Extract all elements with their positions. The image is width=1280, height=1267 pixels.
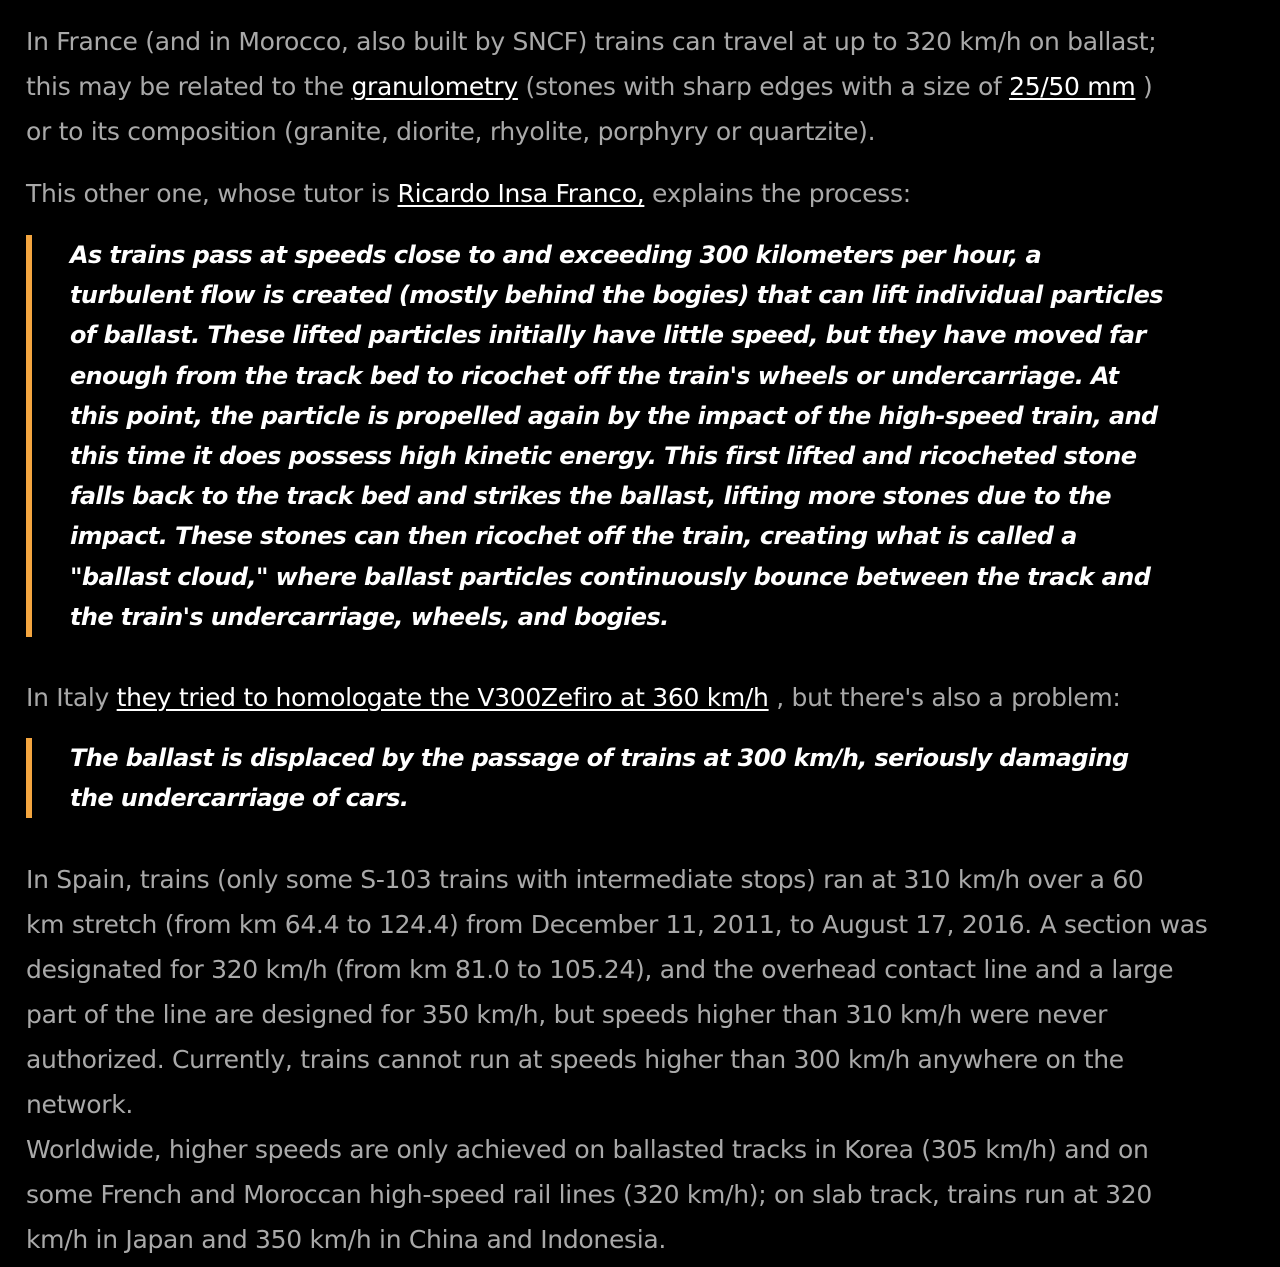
paragraph-line: [26, 675, 1121, 720]
paragraph-spain-worldwide: [26, 857, 1208, 1262]
paragraph-italy: [26, 675, 1121, 720]
quote-line: this time it does possess high kinetic energy. This first lifted and ricocheted stone: [70, 442, 1137, 471]
v300zefiro-link[interactable]: they tried to homologate the V300Zefiro at 360 km/h: [116, 683, 769, 712]
text-fragment: This other one, whose tutor is: [26, 179, 398, 208]
granulometry-link[interactable]: granulometry: [351, 72, 518, 101]
paragraph-line: authorized. Currently, trains cannot run at speeds higher than 300 km/h anywhere on the: [26, 1045, 1124, 1074]
paragraph-line: In France (and in Morocco, also built by SNCF) trains can travel at up to 320 km/h on ballast;: [26, 27, 1157, 56]
ricardo-insa-franco-link[interactable]: Ricardo Insa Franco,: [397, 179, 645, 208]
blockquote-ballast-cloud: [26, 235, 1163, 637]
paragraph-line: some French and Moroccan high-speed rail lines (320 km/h); on slab track, trains run at 320: [26, 1180, 1152, 1209]
quote-line: turbulent flow is created (mostly behind the bogies) that can lift individual particles: [70, 281, 1163, 310]
paragraph-line: Worldwide, higher speeds are only achieved on ballasted tracks in Korea (305 km/h) and on: [26, 1135, 1149, 1164]
quote-line: the undercarriage of cars.: [70, 784, 409, 813]
quote-line: The ballast is displaced by the passage of trains at 300 km/h, seriously damaging: [70, 744, 1129, 772]
quote-line: falls back to the track bed and strikes the ballast, lifting more stones due to the: [70, 482, 1111, 511]
paragraph-line: or to its composition (granite, diorite, rhyolite, porphyry or quartzite).: [26, 117, 876, 146]
quote-line: As trains pass at speeds close to and exceeding 300 kilometers per hour, a: [70, 241, 1042, 269]
text-fragment: ): [1135, 72, 1153, 101]
paragraph-line: designated for 320 km/h (from km 81.0 to 105.24), and the overhead contact line and a large: [26, 955, 1174, 984]
quote-line: "ballast cloud," where ballast particles continuously bounce between the track and: [70, 562, 1151, 591]
blockquote-ballast-displaced: [26, 738, 1129, 818]
text-fragment: , but there's also a problem:: [768, 683, 1121, 712]
quote-line: enough from the track bed to ricochet off the train's wheels or undercarriage. At: [70, 361, 1119, 390]
paragraph-line: In Spain, trains (only some S-103 trains with intermediate stops) ran at 310 km/h over a 60: [26, 865, 1144, 894]
text-fragment: (stones with sharp edges with a size of: [517, 72, 1010, 101]
paragraph-line: km/h in Japan and 350 km/h in China and Indonesia.: [26, 1225, 667, 1254]
paragraph-france-ballast: [26, 19, 1156, 154]
text-fragment: this may be related to the: [26, 72, 352, 101]
ballast-size-link[interactable]: 25/50 mm: [1009, 72, 1136, 101]
paragraph-line: [26, 171, 911, 216]
quote-line: impact. These stones can then ricochet off the train, creating what is called a: [70, 522, 1077, 551]
text-fragment: explains the process:: [644, 179, 911, 208]
text-fragment: In Italy: [26, 683, 117, 712]
quote-line: of ballast. These lifted particles initially have little speed, but they have moved far: [70, 321, 1146, 350]
paragraph-line: km stretch (from km 64.4 to 124.4) from December 11, 2011, to August 17, 2016. A section was: [26, 910, 1208, 939]
quote-line: the train's undercarriage, wheels, and bogies.: [70, 602, 669, 631]
quote-line: this point, the particle is propelled again by the impact of the high-speed train, and: [70, 401, 1158, 430]
paragraph-line: network.: [26, 1090, 134, 1119]
paragraph-line: [26, 64, 1153, 109]
paragraph-line: part of the line are designed for 350 km/h, but speeds higher than 310 km/h were never: [26, 1000, 1108, 1029]
paragraph-tutor: [26, 171, 911, 216]
